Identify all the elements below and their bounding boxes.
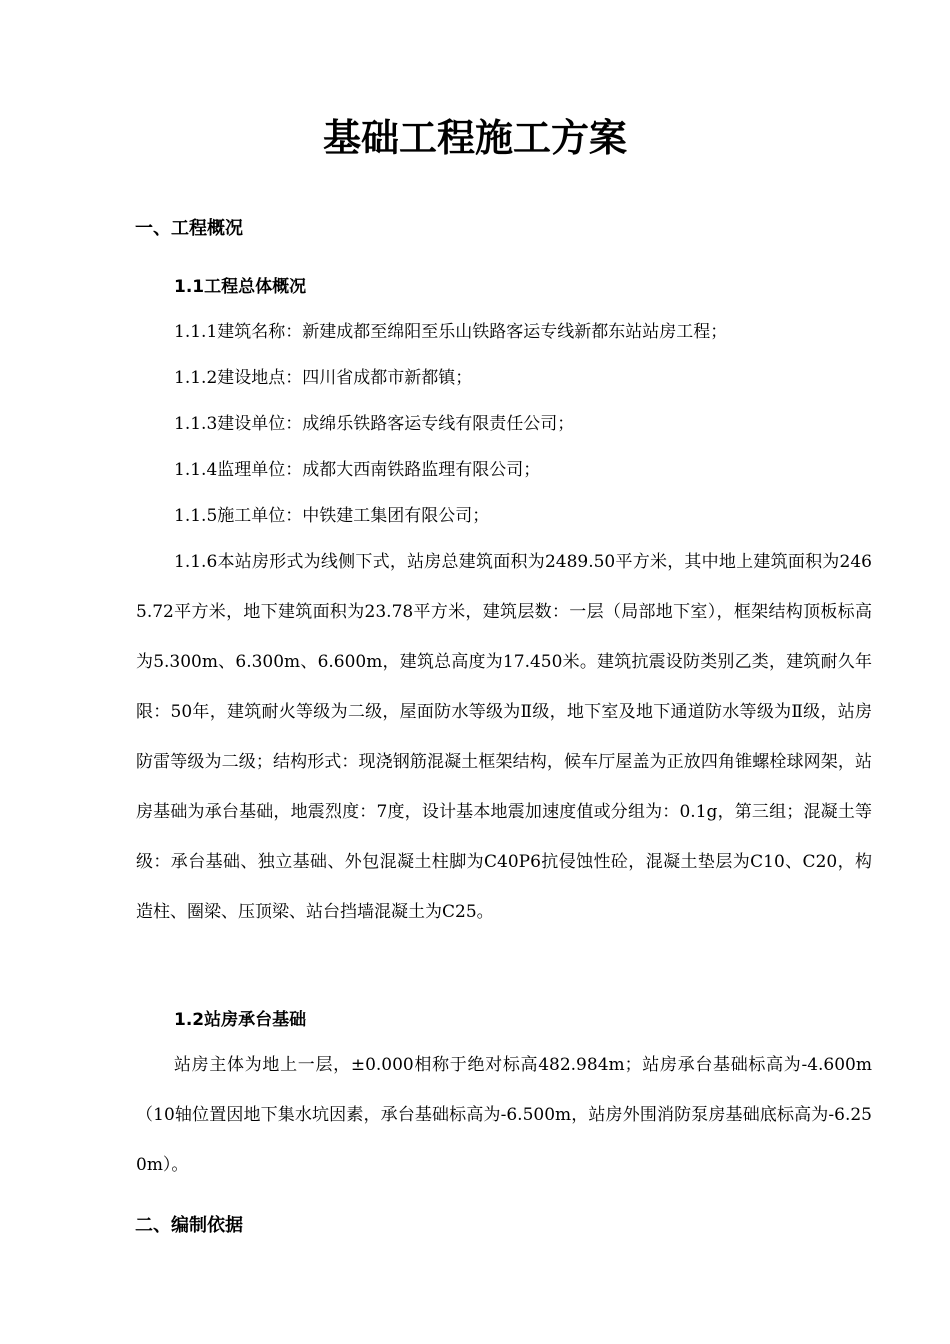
list-item-building-name: 1.1.1建筑名称：新建成都至绵阳至乐山铁路客运专线新都东站站房工程； [174,322,728,342]
paragraph-pile-cap: 站房主体为地上一层，±0.000相称于绝对标高482.984m；站房承台基础标高为-4.600m（10轴位置因地下集水坑因素，承台基础标高为-6.500m，站房外围消防泵房基础底标高为-6.250m）。 [136,1055,872,1175]
list-item-location: 1.1.2建设地点：四川省成都市新都镇； [174,368,473,388]
subsection-heading-general: 1.1工程总体概况 [174,277,307,297]
list-item-owner: 1.1.3建设单位：成绵乐铁路客运专线有限责任公司； [174,414,575,434]
section-heading-basis: 二、编制依据 [135,1215,243,1236]
section-heading-overview: 一、工程概况 [135,218,243,239]
subsection-heading-pile-cap: 1.2站房承台基础 [174,1010,307,1030]
document-title: 基础工程施工方案 [322,115,627,160]
list-item-supervisor: 1.1.4监理单位：成都大西南铁路监理有限公司； [174,460,541,480]
paragraph-building-details: 1.1.6本站房形式为线侧下式，站房总建筑面积为2489.50平方米，其中地上建筑面积为2465.72平方米，地下建筑面积为23.78平方米，建筑层数：一层（局部地下室），框架结构顶板标高为5.300m、6.300m、6.600m，建筑总高度为17.450米。建筑抗震设防类别乙类，建筑耐久年限：50年，建筑耐火等级为二级，屋面防水等级为Ⅱ级，地下室及地下通道防水等级为Ⅱ级，站房防雷等级为二级；结构形式：现浇钢筋混凝土框架结构，候车厅屋盖为正放四角锥螺栓球网架，站房基础为承台基础，地震烈度：7度，设计基本地震加速度值或分组为：0.1g，第三组；混凝土等级：承台基础、独立基础、外包混凝土柱脚为C40P6抗侵蚀性砼，混凝土垫层为C10、C20，构造柱、圈梁、压顶梁、站台挡墙混凝土为C25。 [136,552,872,922]
list-item-contractor: 1.1.5施工单位：中铁建工集团有限公司； [174,506,490,526]
